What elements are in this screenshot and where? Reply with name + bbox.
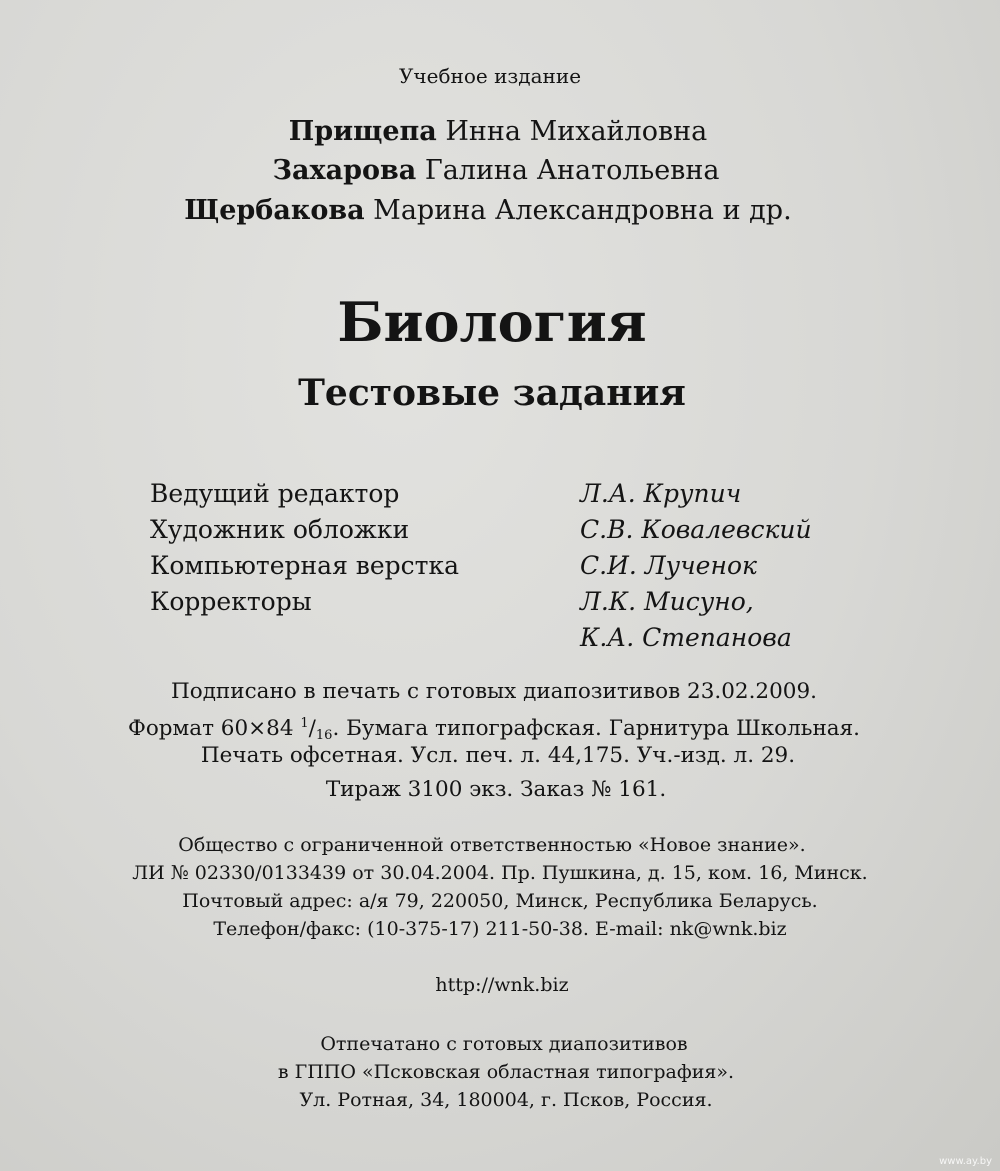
imprint-signed: Подписано в печать с готовых диапозитивов 23.02.2009. [171, 679, 817, 704]
watermark: www.ay.by [939, 1156, 992, 1167]
printer-line: в ГППО «Псковская областная типография». [277, 1061, 735, 1083]
publisher-postal: Почтовый адрес: а/я 79, 220050, Минск, Республика Беларусь. [182, 890, 818, 912]
author-surname: Щербакова [184, 195, 365, 226]
book-title: Биология [337, 290, 647, 354]
author-names: Марина Александровна и др. [373, 195, 792, 226]
format-suffix: . Бумага типографская. Гарнитура Школьная. [332, 716, 860, 741]
format-numerator: 1 [300, 716, 309, 731]
credit-name: К.А. Степанова [580, 623, 792, 652]
imprint-run: Тираж 3100 экз. Заказ № 161. [325, 777, 667, 802]
printer-line: Ул. Ротная, 34, 180004, г. Псков, Россия. [299, 1089, 713, 1111]
format-prefix: Формат 60×84 [127, 716, 301, 741]
credit-role: Компьютерная верстка [150, 551, 460, 580]
credit-name: С.В. Ковалевский [580, 515, 812, 544]
printer-line: Отпечатано с готовых диапозитивов [320, 1033, 688, 1055]
author-surname: Захарова [272, 155, 417, 186]
author-line [0, 195, 988, 226]
publisher-license: ЛИ № 02330/0133439 от 30.04.2004. Пр. Пушкина, д. 15, ком. 16, Минск. [132, 862, 868, 884]
author-names: Инна Михайловна [445, 116, 708, 147]
publisher-name: Общество с ограниченной ответственностью «Новое знание». [178, 834, 806, 856]
credit-name: Л.А. Крупич [580, 479, 742, 508]
publisher-site: http://wnk.biz [435, 974, 569, 996]
publisher-phone: Телефон/факс: (10-375-17) 211-50-38. E-mail: nk@wnk.biz [213, 918, 787, 940]
credit-role: Художник обложки [150, 515, 410, 544]
credit-role: Ведущий редактор [150, 479, 400, 508]
credit-name: С.И. Лученок [580, 551, 757, 580]
author-line [0, 155, 996, 186]
author-names: Галина Анатольевна [424, 155, 720, 186]
author-line [0, 116, 998, 147]
imprint-print: Печать офсетная. Усл. печ. л. 44,175. Уч.-изд. л. 29. [200, 743, 796, 768]
author-surname: Прищепа [288, 116, 437, 147]
imprint-format: Формат 60×84 $^1/_{16}$. Бумага типографская. Гарнитура Школьная. [127, 716, 860, 743]
book-subtitle: Тестовые задания [298, 372, 686, 414]
format-denominator: 16 [315, 728, 333, 743]
edition-type: Учебное издание [398, 64, 582, 88]
credit-name: Л.К. Мисуно, [580, 587, 754, 616]
credit-role: Корректоры [150, 587, 312, 616]
